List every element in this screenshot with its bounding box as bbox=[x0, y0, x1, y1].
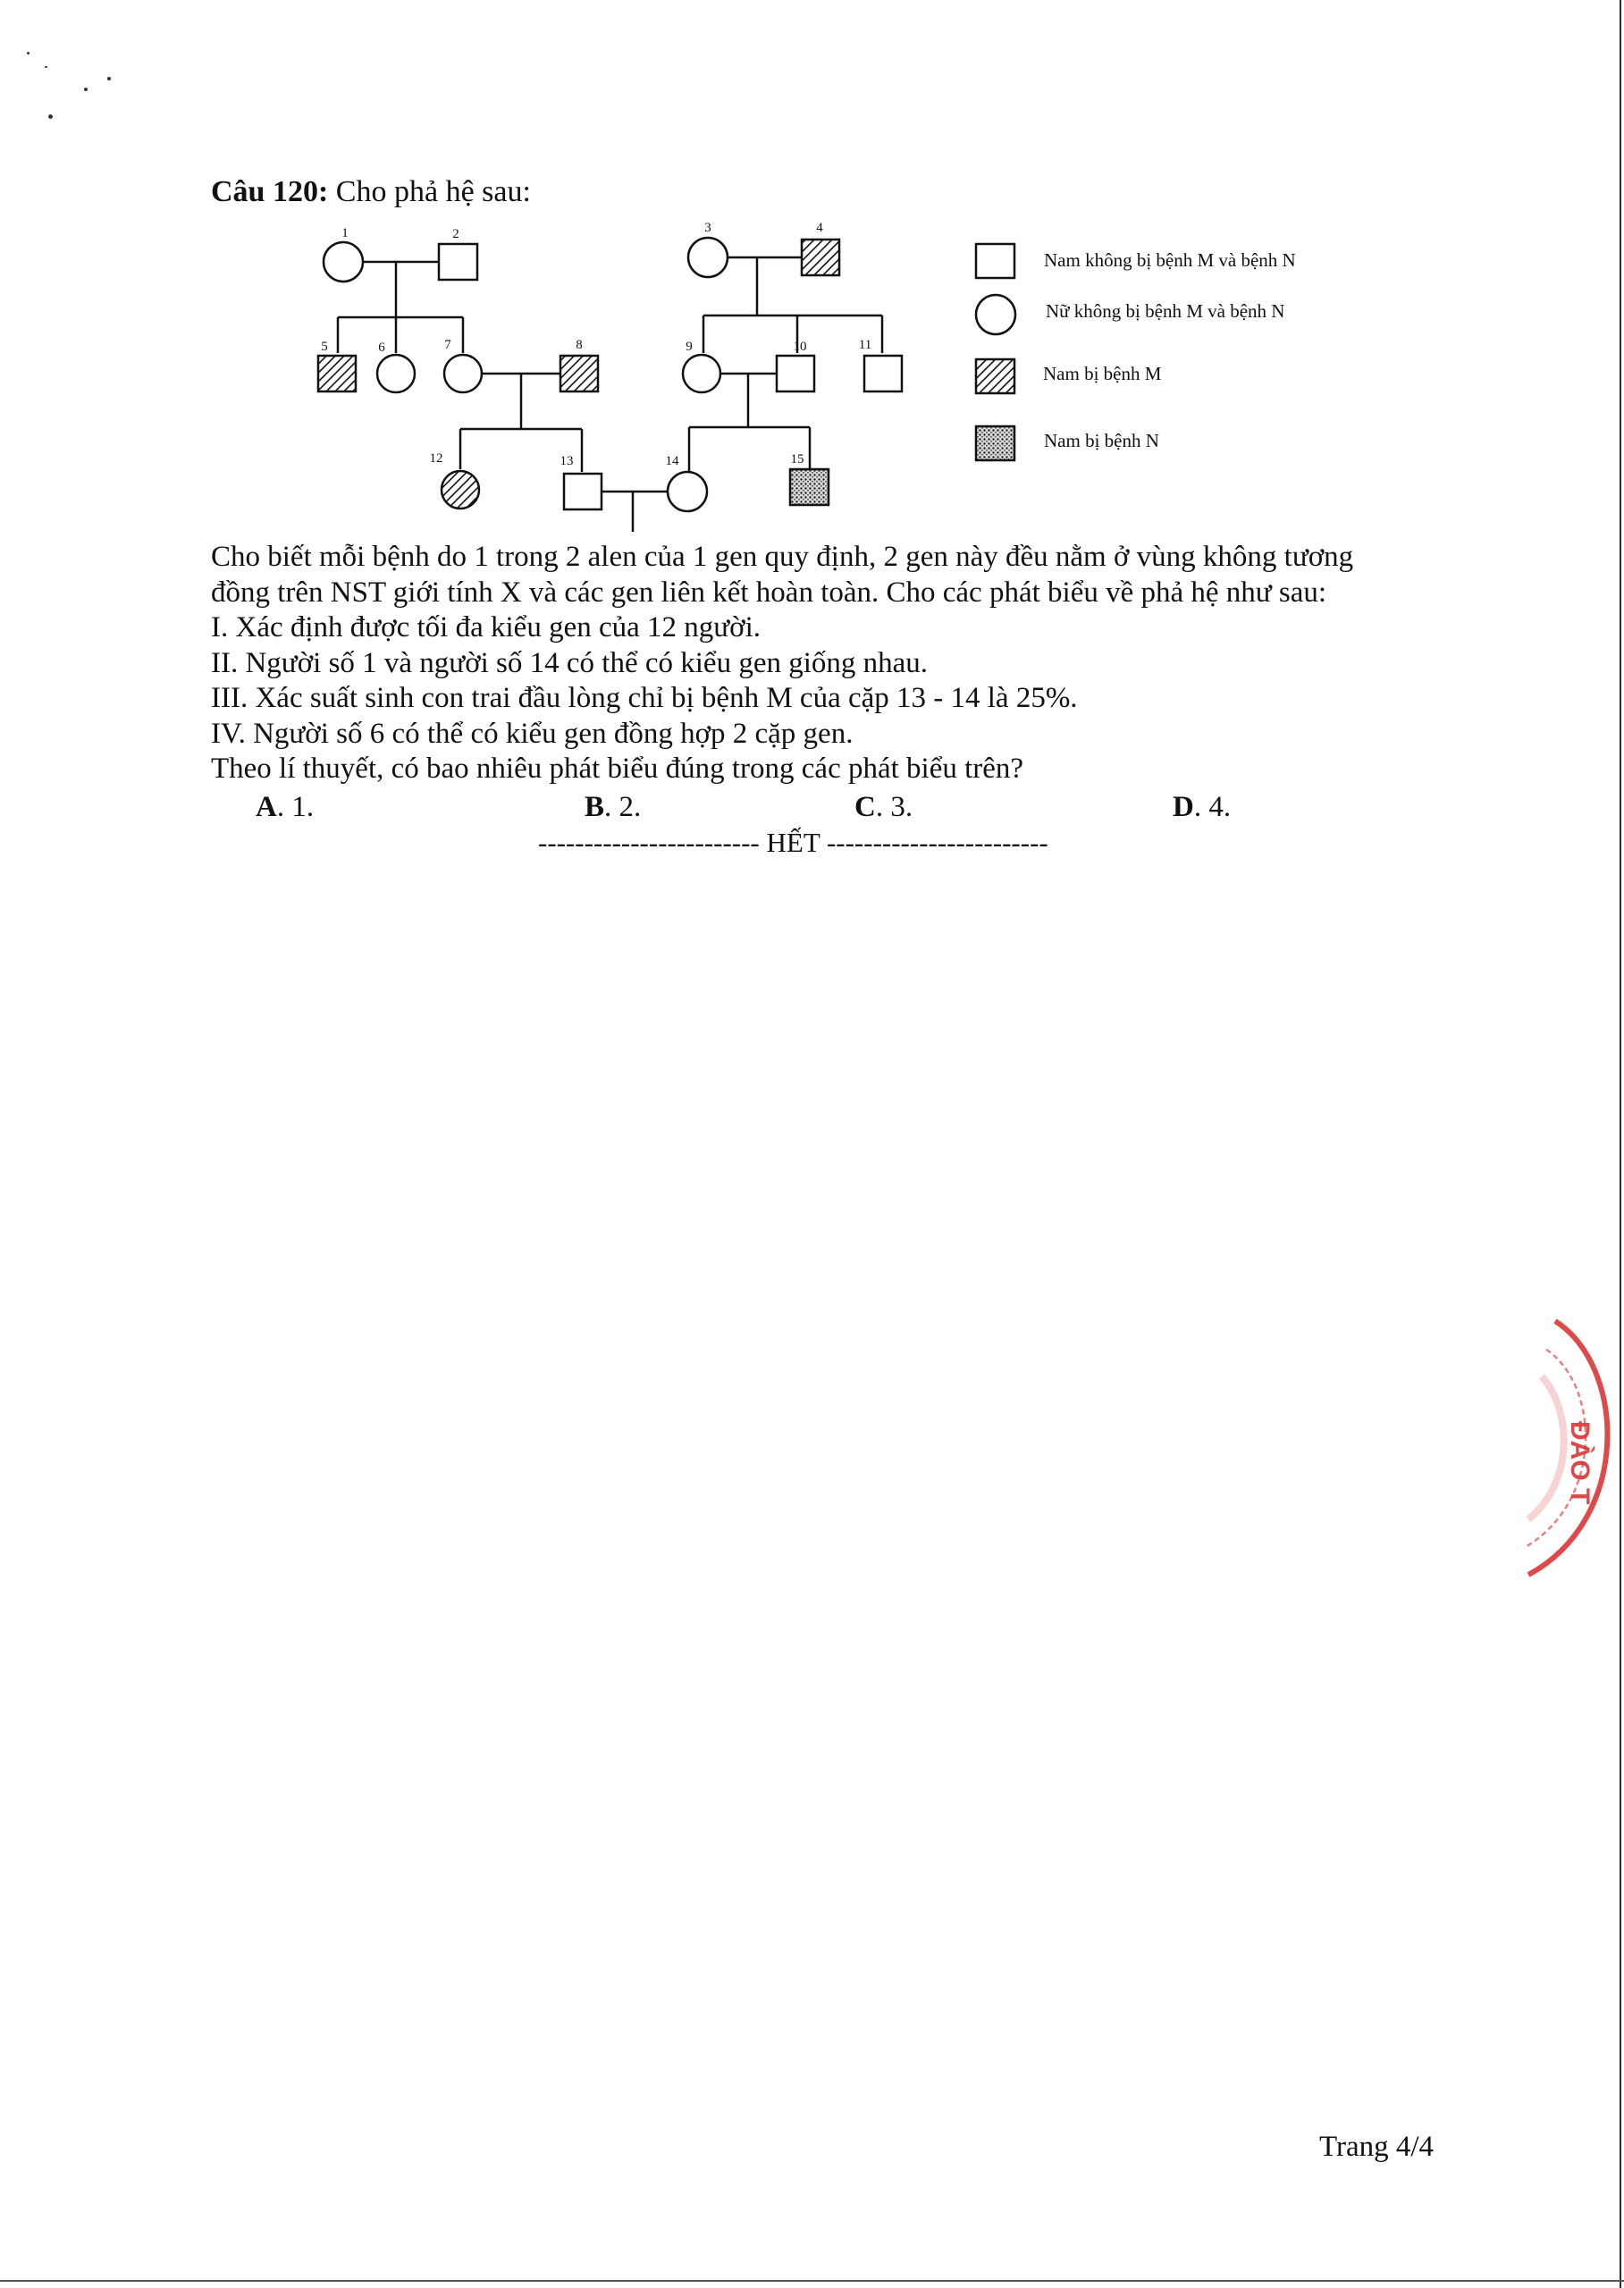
body-line: Cho biết mỗi bệnh do 1 trong 2 alen của 1 gen quy định, 2 gen này đều nằm ở vùng không tương bbox=[211, 541, 1354, 573]
pedigree-id-label: 4 bbox=[816, 221, 823, 235]
statement-2: II. Người số 1 và người số 14 có thể có kiểu gen giống nhau. bbox=[211, 646, 929, 679]
pedigree-id-label: 5 bbox=[321, 340, 328, 354]
pedigree-symbols bbox=[318, 238, 902, 511]
pedigree-id-label: 15 bbox=[790, 452, 804, 467]
legend-disease-m-label: Nam bị bệnh M bbox=[1043, 363, 1162, 384]
question-line: Theo lí thuyết, có bao nhiêu phát biểu đúng trong các phát biểu trên? bbox=[211, 753, 1024, 785]
question-label: Câu 120: bbox=[211, 175, 329, 208]
pedigree-id-label: 6 bbox=[378, 341, 385, 355]
statement-1: I. Xác định được tối đa kiểu gen của 12 người. bbox=[211, 611, 762, 644]
pedigree-id-label: 10 bbox=[793, 340, 807, 354]
option-letter: B bbox=[585, 791, 605, 823]
body-line: đồng trên NST giới tính X và các gen liên kết hoàn toàn. Cho các phát biểu về phả hệ như sau: bbox=[211, 576, 1327, 609]
pedigree-id-label: 8 bbox=[576, 338, 583, 352]
option-d bbox=[1173, 791, 1231, 824]
page-edge-right bbox=[1620, 0, 1621, 2288]
option-text: . 1. bbox=[276, 791, 315, 823]
pedigree-female-3 bbox=[688, 238, 728, 277]
pedigree-id-label: 3 bbox=[704, 221, 711, 235]
legend-female-symbol bbox=[976, 295, 1015, 334]
statement-4: IV. Người số 6 có thể có kiểu gen đồng hợp 2 cặp gen. bbox=[211, 717, 854, 750]
pedigree-id-label: 1 bbox=[341, 226, 349, 240]
seal-text: ĐÀO T bbox=[1565, 1421, 1595, 1505]
pedigree-male-11 bbox=[864, 356, 902, 391]
pedigree-id-label: 11 bbox=[858, 338, 872, 352]
option-a bbox=[256, 791, 314, 824]
legend-male-symbol bbox=[976, 244, 1014, 278]
legend-disease-n-label: Nam bị bệnh N bbox=[1044, 430, 1159, 451]
legend-female-unaffected-label: Nữ không bị bệnh M và bệnh N bbox=[1046, 300, 1285, 322]
legend-disease-n-symbol bbox=[976, 426, 1014, 460]
option-letter: A bbox=[256, 791, 277, 823]
pedigree-female-14 bbox=[668, 472, 707, 511]
page-number: Trang 4/4 bbox=[1319, 2131, 1435, 2163]
option-text: . 4. bbox=[1193, 791, 1232, 823]
end-marker: ------------------------ HẾT ------------------------ bbox=[538, 827, 1048, 858]
pedigree-legend bbox=[976, 244, 1015, 460]
pedigree-chart bbox=[0, 0, 1430, 536]
option-letter: D bbox=[1173, 791, 1194, 823]
pedigree-male-8 bbox=[560, 356, 598, 391]
pedigree-male-4 bbox=[802, 240, 839, 275]
pedigree-female-7 bbox=[444, 355, 482, 392]
pedigree-id-label: 12 bbox=[429, 451, 443, 466]
statement-3: III. Xác suất sinh con trai đầu lòng chỉ bị bệnh M của cặp 13 - 14 là 25%. bbox=[211, 682, 1078, 714]
pedigree-male-15 bbox=[790, 469, 829, 505]
option-text: . 2. bbox=[604, 791, 642, 823]
pedigree-id-label: 7 bbox=[444, 338, 451, 352]
official-seal bbox=[1519, 1314, 1613, 1582]
option-b bbox=[585, 791, 641, 824]
option-text: . 3. bbox=[875, 791, 913, 823]
pedigree-male-10 bbox=[777, 356, 814, 391]
pedigree-legend-labels bbox=[1043, 249, 1296, 451]
pedigree-female-1 bbox=[324, 242, 363, 282]
page-edge-bottom bbox=[0, 2280, 1624, 2282]
pedigree-id-label: 14 bbox=[665, 454, 679, 468]
legend-male-unaffected-label: Nam không bị bệnh M và bệnh N bbox=[1044, 249, 1296, 271]
pedigree-male-5 bbox=[318, 356, 356, 391]
pedigree-male-13 bbox=[564, 474, 602, 509]
question-prompt: Cho phả hệ sau: bbox=[335, 175, 531, 208]
pedigree-female-9 bbox=[683, 355, 720, 392]
pedigree-female-6 bbox=[377, 355, 415, 392]
pedigree-id-label: 2 bbox=[452, 227, 459, 241]
pedigree-id-label: 9 bbox=[686, 340, 693, 354]
option-letter: C bbox=[854, 791, 876, 823]
question-body bbox=[211, 540, 1462, 787]
legend-disease-m-symbol bbox=[976, 359, 1014, 393]
pedigree-male-2 bbox=[439, 244, 477, 280]
pedigree-female-12 bbox=[442, 471, 479, 509]
option-c bbox=[854, 791, 913, 824]
pedigree-id-label: 13 bbox=[560, 454, 574, 468]
